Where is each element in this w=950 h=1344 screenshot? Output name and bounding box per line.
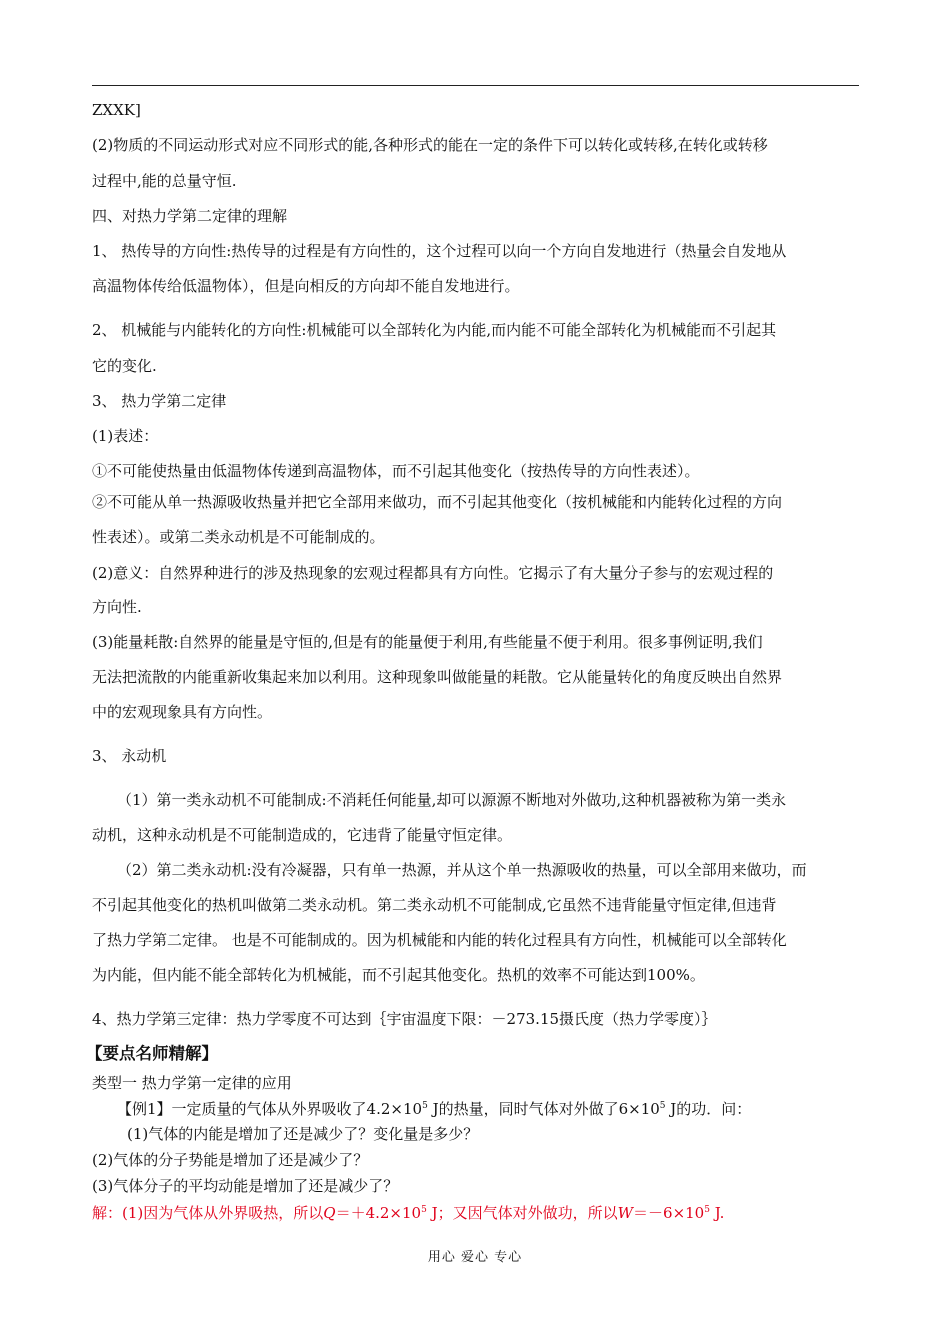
answer-text-c: J；又因气体对外做功，所以	[426, 1204, 618, 1222]
line-15: 方向性.	[92, 598, 142, 616]
line-24: 了热力学第二定律。 也是不可能制成的。因为机械能和内能的转化过程具有方向性，机械能可以全部转化	[92, 931, 787, 949]
exponent: 5	[421, 1205, 427, 1215]
line-18: 中的宏观现象具有方向性。	[92, 703, 273, 721]
answer-text-d: ＝－6×10	[633, 1204, 705, 1222]
line-13: 性表述）。或第二类永动机是不可能制成的。	[92, 528, 385, 546]
line-16: (3)能量耗散:自然界的能量是守恒的,但是有的能量便于利用,有些能量不便于利用。很多事例证明,我们	[92, 633, 763, 651]
symbol-w: W	[617, 1204, 634, 1222]
line-10: (1)表述：	[92, 427, 159, 445]
question-3: (3)气体分子的平均动能是增加了还是减少了？	[92, 1177, 399, 1195]
line-1: ZXXK]	[92, 101, 141, 119]
exponent: 5	[422, 1101, 428, 1111]
exponent: 5	[704, 1205, 710, 1215]
line-8: 它的变化.	[92, 357, 157, 375]
section-heading-4: 四、对热力学第二定律的理解	[92, 207, 288, 225]
example-text-b: J的热量，同时气体对外做了6×10	[427, 1100, 660, 1118]
exponent: 5	[659, 1101, 666, 1111]
question-2: (2)气体的分子势能是增加了还是减少了？	[92, 1151, 369, 1169]
line-26: 4、热力学第三定律：热力学零度不可达到｛宇宙温度下限：－273.15摄氏度（热力学零度）｝	[92, 1010, 717, 1028]
line-17: 无法把流散的内能重新收集起来加以利用。这种现象叫做能量的耗散。它从能量转化的角度反映出自然界	[92, 668, 783, 686]
header-rule	[92, 85, 859, 86]
example-text-c: J的功．问：	[665, 1100, 752, 1118]
line-9: 3、 热力学第二定律	[92, 392, 227, 410]
example-text-a: 【例1】一定质量的气体从外界吸收了4.2×10	[117, 1100, 423, 1118]
line-11: ①不可能使热量由低温物体传递到高温物体，而不引起其他变化（按热传导的方向性表述）。	[92, 462, 700, 480]
line-25: 为内能，但内能不能全部转化为机械能，而不引起其他变化。热机的效率不可能达到100%。	[92, 966, 705, 984]
line-21: 动机，这种永动机是不可能制造成的，它违背了能量守恒定律。	[92, 826, 513, 844]
answer-line	[92, 1198, 862, 1228]
answer-text-a: 解：(1)因为气体从外界吸热，所以	[92, 1204, 324, 1222]
type-heading: 类型一 热力学第一定律的应用	[92, 1074, 292, 1092]
question-1: (1)气体的内能是增加了还是减少了？变化量是多少？	[127, 1125, 479, 1143]
line-12: ②不可能从单一热源吸收热量并把它全部用来做功，而不引起其他变化（按机械能和内能转化过程的方向	[92, 493, 783, 511]
answer-text-e: J.	[709, 1204, 725, 1222]
line-3: 过程中,能的总量守恒.	[92, 172, 237, 190]
line-2: (2)物质的不同运动形式对应不同形式的能,各种形式的能在一定的条件下可以转化或转移,在转化或转移	[92, 136, 768, 154]
line-6: 高温物体传给低温物体），但是向相反的方向却不能自发地进行。	[92, 277, 520, 295]
line-14: (2)意义：自然界种进行的涉及热现象的宏观过程都具有方向性。它揭示了有大量分子参与的宏观过程的	[92, 564, 774, 582]
page-footer: 用心 爱心 专心	[427, 1250, 523, 1265]
line-23: 不引起其他变化的热机叫做第二类永动机。第二类永动机不可能制成,它虽然不违背能量守恒定律,但违背	[92, 896, 777, 914]
line-5: 1、 热传导的方向性:热传导的过程是有方向性的，这个过程可以向一个方向自发地进行（热量会自发地从	[92, 242, 787, 260]
section-heading-key-points: 【要点名师精解】	[86, 1044, 218, 1063]
line-7: 2、 机械能与内能转化的方向性:机械能可以全部转化为内能,而内能不可能全部转化为机械能而不引起其	[92, 321, 777, 339]
line-22: （2）第二类永动机:没有冷凝器，只有单一热源，并从这个单一热源吸收的热量，可以全部用来做功，而	[117, 861, 807, 879]
symbol-q: Q	[323, 1204, 336, 1222]
line-20: （1）第一类永动机不可能制成:不消耗任何能量,却可以源源不断地对外做功,这种机器被称为第一类永	[117, 791, 787, 809]
answer-text-b: ＝＋4.2×10	[335, 1204, 422, 1222]
line-19: 3、 永动机	[92, 747, 167, 765]
